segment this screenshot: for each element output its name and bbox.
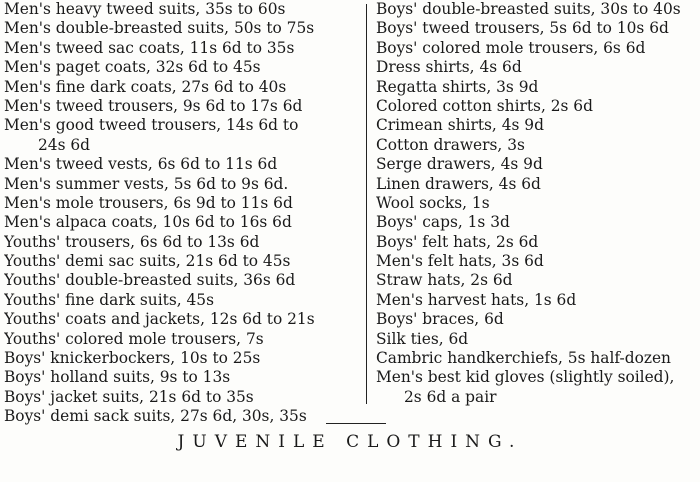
price-line: Men's paget coats, 32s 6d to 45s	[4, 58, 261, 77]
price-line: Men's summer vests, 5s 6d to 9s 6d.	[4, 174, 289, 193]
price-line: Men's tweed trousers, 9s 6d to 17s 6d	[4, 96, 303, 115]
price-line: Boys' double-breasted suits, 30s to 40s	[376, 0, 681, 18]
price-line: Boys' felt hats, 2s 6d	[376, 232, 539, 251]
price-line: Cambric handkerchiefs, 5s half-dozen	[376, 349, 671, 368]
right-price-column	[376, 0, 698, 407]
price-line: Boys' jacket suits, 21s 6d to 35s	[4, 387, 254, 406]
price-line: Silk ties, 6d	[376, 329, 469, 348]
price-line: Boys' caps, 1s 3d	[376, 213, 510, 232]
price-line: Youths' colored mole trousers, 7s	[4, 329, 264, 348]
price-line: Men's fine dark coats, 27s 6d to 40s	[4, 77, 287, 96]
price-line-continuation: 2s 6d a pair	[404, 387, 497, 406]
price-line: Men's harvest hats, 1s 6d	[376, 290, 577, 309]
price-line: Serge drawers, 4s 9d	[376, 155, 543, 174]
price-line: Men's alpaca coats, 10s 6d to 16s 6d	[4, 213, 292, 232]
price-line: Boys' colored mole trousers, 6s 6d	[376, 38, 646, 57]
price-line: Regatta shirts, 3s 9d	[376, 77, 539, 96]
price-line: Men's mole trousers, 6s 9d to 11s 6d	[4, 193, 293, 212]
column-divider	[366, 4, 367, 404]
price-line: Men's tweed sac coats, 11s 6d to 35s	[4, 38, 295, 57]
price-line: Crimean shirts, 4s 9d	[376, 116, 544, 135]
price-line: Boys' holland suits, 9s to 13s	[4, 368, 231, 387]
price-line: Cotton drawers, 3s	[376, 135, 525, 154]
price-line: Linen drawers, 4s 6d	[376, 174, 541, 193]
price-line: Boys' tweed trousers, 5s 6d to 10s 6d	[376, 19, 669, 38]
price-line: Wool socks, 1s	[376, 193, 490, 212]
price-line: Men's tweed vests, 6s 6d to 11s 6d	[4, 155, 278, 174]
price-line: Youths' trousers, 6s 6d to 13s 6d	[4, 232, 260, 251]
price-line: Straw hats, 2s 6d	[376, 271, 513, 290]
section-divider	[326, 423, 386, 424]
price-line: Dress shirts, 4s 6d	[376, 58, 522, 77]
price-line-continuation: 24s 6d	[38, 135, 91, 154]
price-line: Men's best kid gloves (slightly soiled),	[376, 368, 675, 387]
price-line: Youths' demi sac suits, 21s 6d to 45s	[4, 252, 291, 271]
price-line: Youths' double-breasted suits, 36s 6d	[4, 271, 296, 290]
price-line: Men's heavy tweed suits, 35s to 60s	[4, 0, 286, 18]
price-line: Boys' demi sack suits, 27s 6d, 30s, 35s	[4, 407, 307, 426]
price-line: Men's felt hats, 3s 6d	[376, 252, 544, 271]
price-line: Men's double-breasted suits, 50s to 75s	[4, 19, 315, 38]
left-price-column	[4, 0, 362, 427]
price-line: Men's good tweed trousers, 14s 6d to	[4, 116, 299, 135]
price-line: Youths' fine dark suits, 45s	[4, 290, 214, 309]
price-line: Colored cotton shirts, 2s 6d	[376, 96, 593, 115]
price-line: Boys' knickerbockers, 10s to 25s	[4, 349, 261, 368]
section-heading: JUVENILE CLOTHING.	[177, 432, 523, 452]
price-line: Youths' coats and jackets, 12s 6d to 21s	[4, 310, 315, 329]
price-line: Boys' braces, 6d	[376, 310, 504, 329]
